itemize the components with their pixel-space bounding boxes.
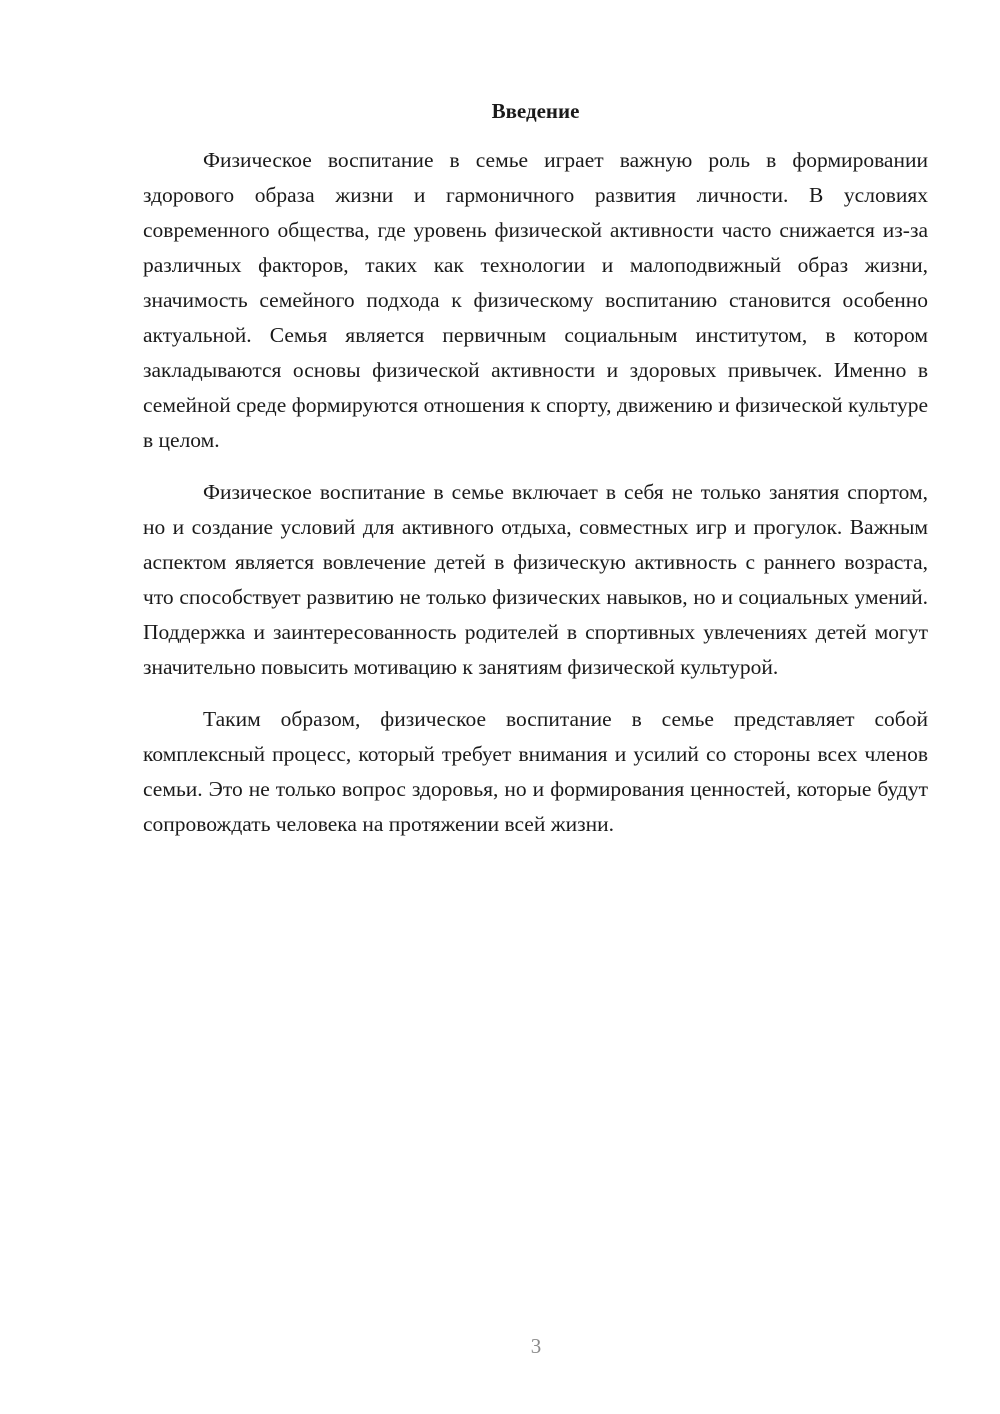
section-heading: Введение xyxy=(491,99,580,123)
page-number: 3 xyxy=(530,1334,542,1358)
paragraph-3: Таким образом, физическое воспитание в семье представляет собой комплексный процесс, который требует внимания и усилий со стороны всех членов семьи. Это не только вопрос здоровья, но и формирования ценностей, которые будут сопровождать человека на протяжении всей жизни. xyxy=(143,707,928,836)
paragraph-1: Физическое воспитание в семье играет важную роль в формировании здорового образа жизни и гармоничного развития личности. В условиях современного общества, где уровень физической активности часто снижается из-за различных факторов, таких как технологии и малоподвижный образ жизни, значимость семейного подхода к физическому воспитанию становится особенно актуальной. Семья является первичным социальным институтом, в котором закладываются основы физической активности и здоровых привычек. Именно в семейной среде формируются отношения к спорту, движению и физической культуре в целом. xyxy=(143,148,928,452)
body-text xyxy=(143,143,928,859)
paragraph-2: Физическое воспитание в семье включает в себя не только занятия спортом, но и создание условий для активного отдыха, совместных игр и прогулок. Важным аспектом является вовлечение детей в физическую активность с раннего возраста, что способствует развитию не только физических навыков, но и социальных умений. Поддержка и заинтересованность родителей в спортивных увлечениях детей могут значительно повысить мотивацию к занятиям физической культурой. xyxy=(143,480,928,679)
